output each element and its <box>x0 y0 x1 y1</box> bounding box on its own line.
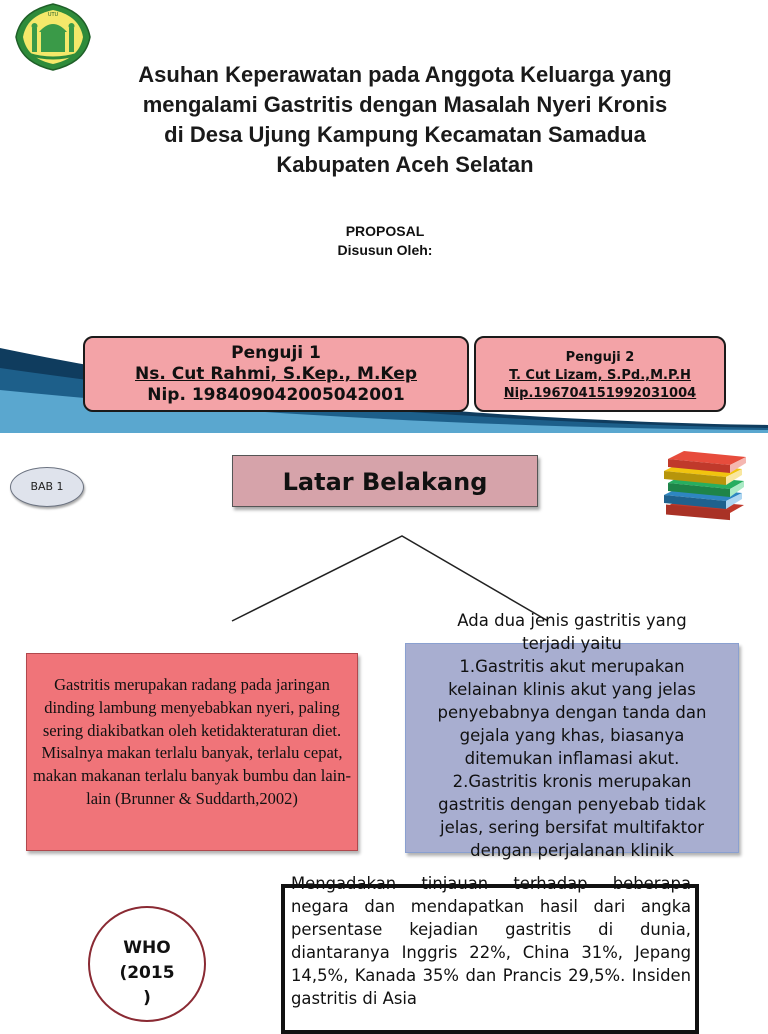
types-line: kelainan klinis akut yang jelas <box>448 680 696 699</box>
penguji-1-name: Ns. Cut Rahmi, S.Kep., M.Kep <box>135 364 417 384</box>
who-line: WHO <box>123 938 171 958</box>
types-line: 2.Gastritis kronis merupakan <box>452 772 692 791</box>
types-line: penyebabnya dengan tanda dan <box>437 703 707 722</box>
title-line: mengalami Gastritis dengan Masalah Nyeri Kronis <box>142 92 668 117</box>
types-line: ditemukan inflamasi akut. <box>464 749 680 768</box>
types-line: gastritis dengan penyebab tidak <box>438 795 706 814</box>
who-circle <box>88 906 206 1022</box>
gastritis-definition-box: Gastritis merupakan radang pada jaringan dinding lambung menyebabkan nyeri, paling sering diakibatkan oleh ketidakteraturan diet. Misalnya makan terlalu banyak, terlalu cepat, makan makanan terlalu banyak bumbu dan lain-lain (Brunner & Suddarth,2002) <box>26 653 358 851</box>
who-statistics-box <box>281 874 699 1034</box>
gastritis-types-text <box>405 609 739 859</box>
title-line: Asuhan Keperawatan pada Anggota Keluarga yang <box>138 62 672 87</box>
penguji-1-nip: Nip. 198409042005042001 <box>147 385 405 405</box>
title-line: Kabupaten Aceh Selatan <box>276 152 534 177</box>
title-line: di Desa Ujung Kampung Kecamatan Samadua <box>164 122 646 147</box>
penguji-2-name: T. Cut Lizam, S.Pd.,M.P.H <box>509 368 691 383</box>
svg-text:UTU: UTU <box>47 12 59 18</box>
penguji-2-role: Penguji 2 <box>565 350 635 365</box>
slide-title <box>80 60 730 180</box>
penguji-1-box <box>83 336 469 412</box>
types-line: terjadi yaitu <box>522 634 622 653</box>
types-line: jelas, sering bersifat multifaktor <box>439 818 705 837</box>
penguji-2-box <box>474 336 726 412</box>
who-slide <box>0 866 768 1024</box>
who-line: ) <box>143 988 151 1008</box>
penguji-1-role: Penguji 1 <box>231 343 321 363</box>
stack-of-books-icon <box>660 453 750 525</box>
types-line: gejala yang khas, biasanya <box>459 726 685 745</box>
who-line: (2015 <box>119 963 175 983</box>
title-slide <box>0 0 768 433</box>
section-heading: Latar Belakang <box>232 455 538 507</box>
proposal-text: PROPOSAL <box>345 223 425 239</box>
latar-belakang-slide <box>0 433 768 866</box>
penguji-2-nip: Nip.196704151992031004 <box>503 386 697 401</box>
bab-badge: BAB 1 <box>10 467 84 507</box>
types-line: Ada dua jenis gastritis yang <box>457 611 687 630</box>
disusun-oleh-text: Disusun Oleh: <box>337 242 433 258</box>
proposal-label <box>300 222 470 260</box>
types-line: dengan perjalanan klinik <box>470 841 674 860</box>
who-statistics-text: Mengadakan tinjauan terhadap beberapa negara dan mendapatkan hasil dari angka persentase kejadian gastritis di dunia, diantaranya Inggris 22%, China 31%, Jepang 14,5%, Kanada 35% dan Prancis 29,5%. Insiden gastritis di Asia <box>291 874 691 1008</box>
types-line: 1.Gastritis akut merupakan <box>459 657 685 676</box>
